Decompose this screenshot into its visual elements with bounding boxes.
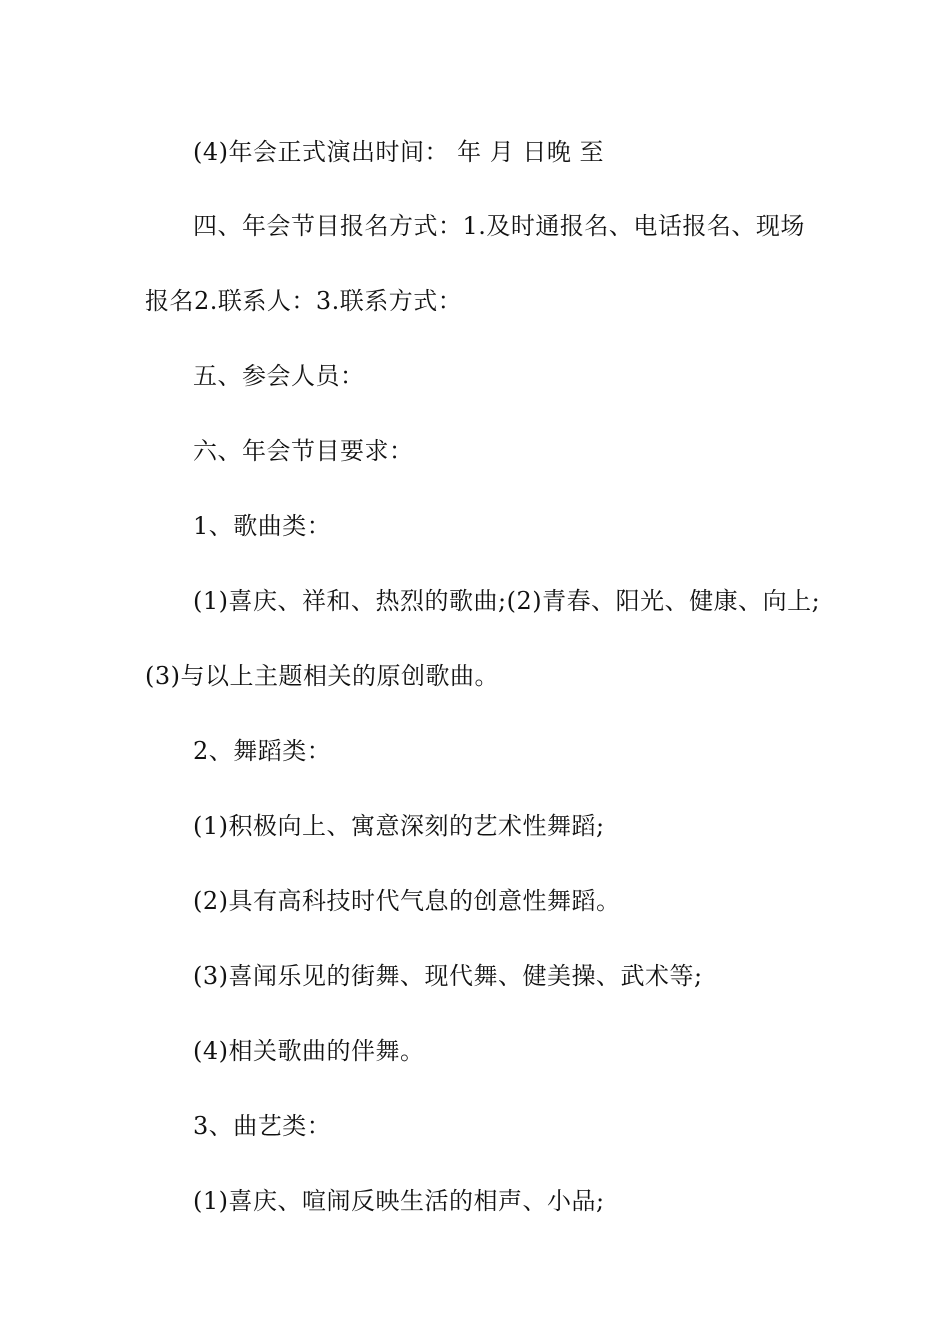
dance-requirement-1: (1)积极向上、寓意深刻的艺术性舞蹈;: [193, 812, 605, 840]
dance-requirement-4: (4)相关歌曲的伴舞。: [193, 1037, 425, 1065]
attendees-heading: 五、参会人员：: [193, 362, 365, 390]
dance-requirement-2: (2)具有高科技时代气息的创意性舞蹈。: [193, 887, 621, 915]
dance-requirement-3: (3)喜闻乐见的街舞、现代舞、健美操、武术等;: [193, 962, 703, 990]
registration-method-line: 四、年会节目报名方式：1.及时通报名、电话报名、现场: [193, 212, 805, 240]
dance-category-heading: 2、舞蹈类：: [193, 737, 332, 765]
performance-time-line: (4)年会正式演出时间： 年 月 日晚 至: [193, 138, 605, 166]
songs-category-heading: 1、歌曲类：: [193, 512, 332, 540]
songs-requirement-continued-line: (3)与以上主题相关的原创歌曲。: [145, 662, 499, 690]
program-requirements-heading: 六、年会节目要求：: [193, 437, 414, 465]
quyi-category-heading: 3、曲艺类：: [193, 1112, 332, 1140]
songs-requirement-line: (1)喜庆、祥和、热烈的歌曲;(2)青春、阳光、健康、向上;: [193, 587, 821, 615]
quyi-requirement-1: (1)喜庆、喧闹反映生活的相声、小品;: [193, 1187, 605, 1215]
registration-method-continued-line: 报名2.联系人：3.联系方式：: [145, 287, 463, 315]
